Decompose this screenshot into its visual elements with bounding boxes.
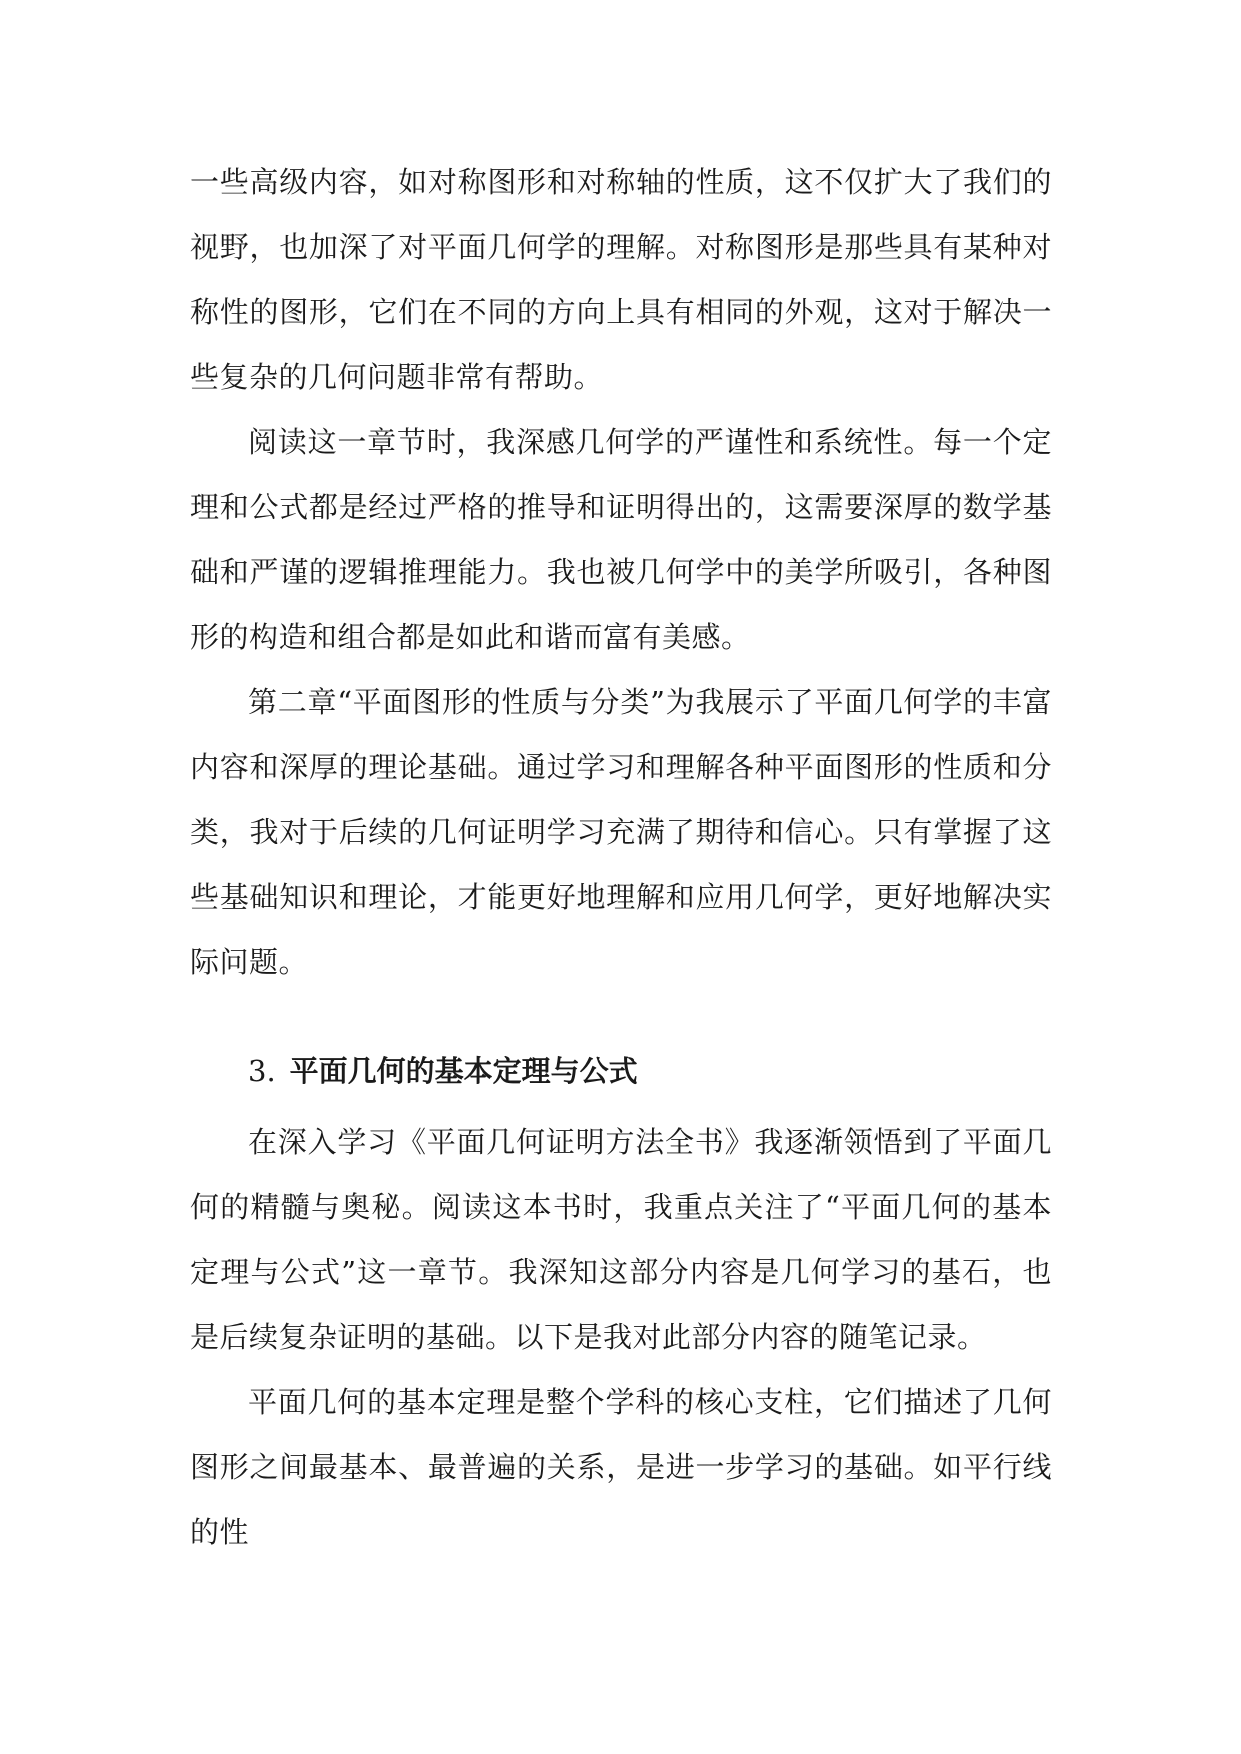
section-title: 平面几何的基本定理与公式	[289, 1054, 638, 1088]
paragraph: 平面几何的基本定理是整个学科的核心支柱，它们描述了几何图形之间最基本、最普遍的关系，是进一步学习的基础。如平行线的性	[190, 1385, 1052, 1549]
paragraph: 在深入学习《平面几何证明方法全书》我逐渐领悟到了平面几何的精髓与奥秘。阅读这本书时，我重点关注了“平面几何的基本定理与公式”这一章节。我深知这部分内容是几何学习的基石，也是后续复杂证明的基础。以下是我对此部分内容的随笔记录。	[190, 1125, 1052, 1354]
section-number: 3.	[248, 1054, 276, 1088]
document-page	[190, 150, 1052, 1565]
paragraph: 第二章“平面图形的性质与分类”为我展示了平面几何学的丰富内容和深厚的理论基础。通过学习和理解各种平面图形的性质和分类，我对于后续的几何证明学习充满了期待和信心。只有掌握了这些基础知识和理论，才能更好地理解和应用几何学，更好地解决实际问题。	[190, 685, 1052, 979]
section-heading	[190, 1039, 1052, 1104]
paragraph: 阅读这一章节时，我深感几何学的严谨性和系统性。每一个定理和公式都是经过严格的推导和证明得出的，这需要深厚的数学基础和严谨的逻辑推理能力。我也被几何学中的美学所吸引，各种图形的构造和组合都是如此和谐而富有美感。	[190, 425, 1052, 654]
paragraph-continued: 一些高级内容，如对称图形和对称轴的性质，这不仅扩大了我们的视野，也加深了对平面几何学的理解。对称图形是那些具有某种对称性的图形，它们在不同的方向上具有相同的外观，这对于解决一些复杂的几何问题非常有帮助。	[190, 165, 1052, 394]
